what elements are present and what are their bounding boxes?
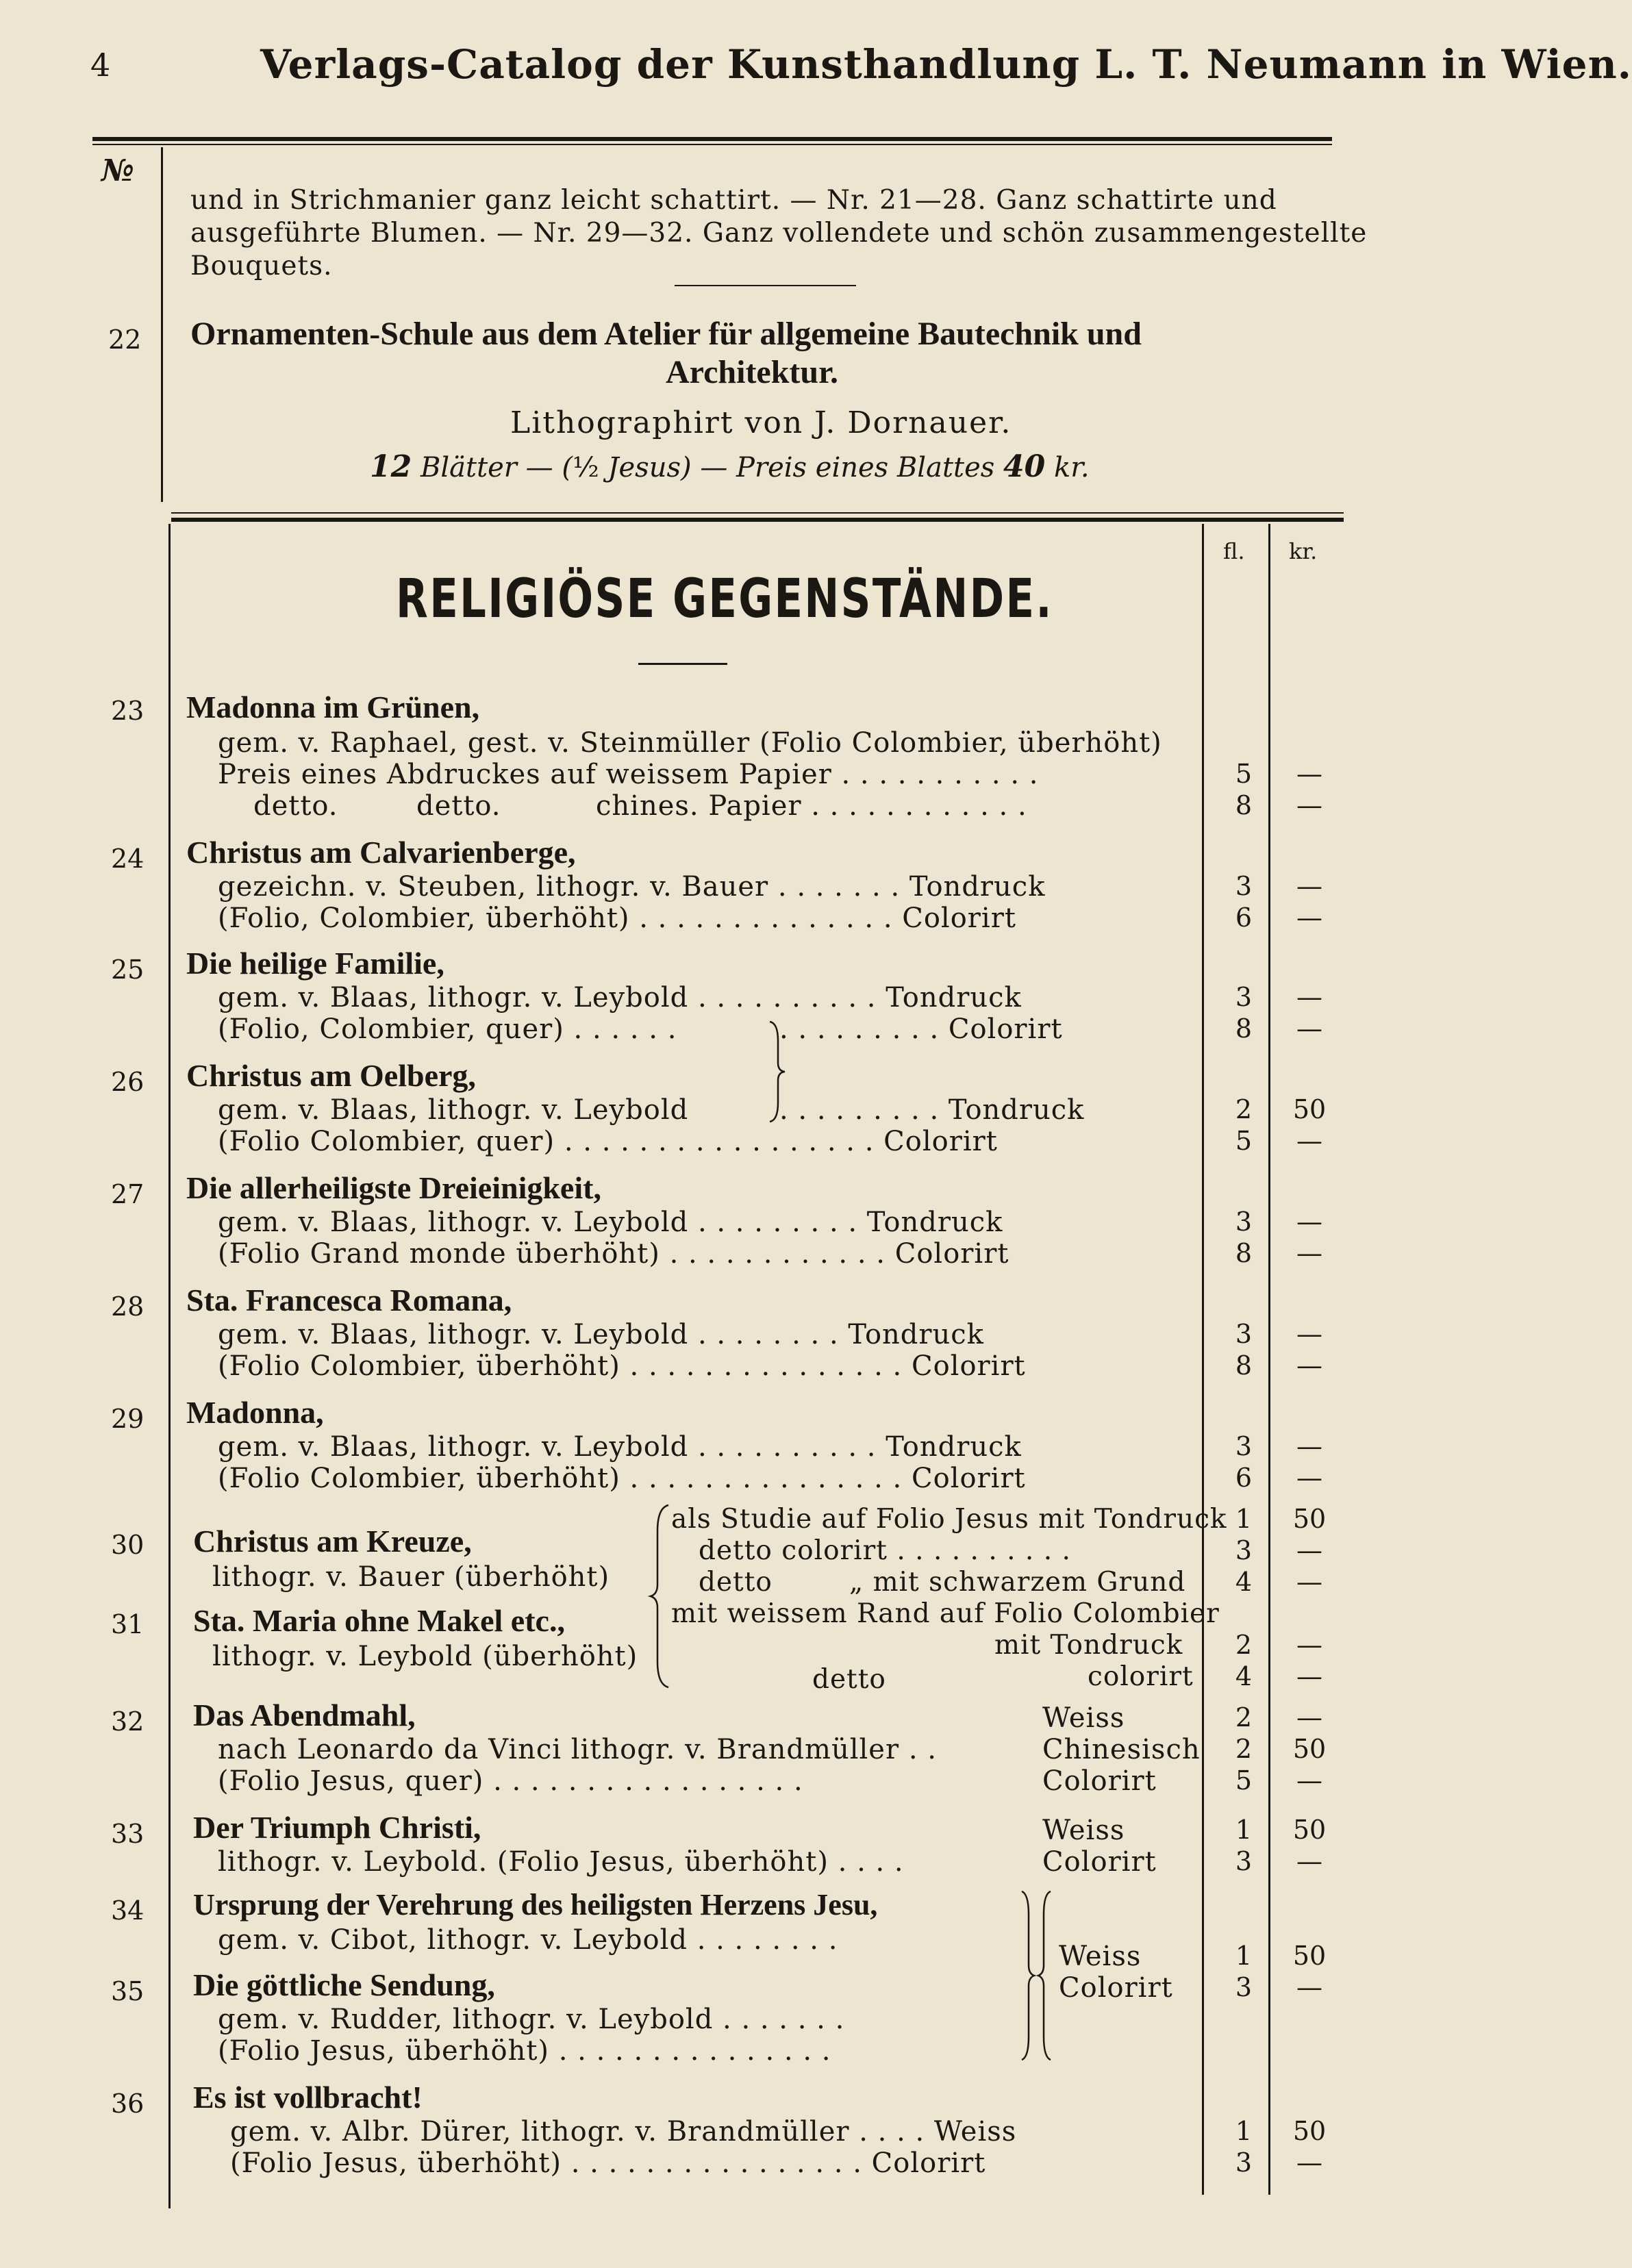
entry-detail: gem. v. Albr. Dürer, lithogr. v. Brandmüller . . . . Weiss: [230, 2116, 1017, 2147]
entry-detail: Chinesisch: [1042, 1734, 1201, 1765]
entry-number: 23: [111, 696, 145, 726]
entry-number: 27: [111, 1179, 145, 1209]
entry-detail: Weiss: [1042, 1815, 1125, 1846]
price-fl: 3: [1235, 1207, 1253, 1237]
half-fraction: ½: [572, 452, 599, 483]
entry-detail: Preis eines Abdruckes auf weissem Papier . . . . . . . . . . .: [218, 759, 1039, 790]
entry-detail: (Folio Grand monde überhöht) . . . . . . . . . . . . Colorirt: [218, 1238, 1009, 1270]
price-fl: 8: [1235, 1013, 1253, 1044]
entry-number: 33: [111, 1819, 145, 1849]
price-kr: —: [1296, 903, 1322, 933]
price-fl: 8: [1235, 1350, 1253, 1381]
entry-detail: Weiss: [1042, 1702, 1125, 1734]
entry-detail: gezeichn. v. Steuben, lithogr. v. Bauer . . . . . . . Tondruck: [218, 871, 1046, 903]
page-number: 4: [90, 47, 111, 84]
entry-detail: detto colorirt . . . . . . . . . .: [699, 1535, 1071, 1566]
column-header-fl: fl.: [1223, 538, 1245, 564]
price-fl: 3: [1235, 1972, 1253, 2002]
price-kr: —: [1296, 1431, 1322, 1461]
price-kr: 50: [1292, 1504, 1327, 1534]
price-kr: —: [1296, 1238, 1322, 1268]
entry-detail: mit weissem Rand auf Folio Colombier: [671, 1598, 1220, 1629]
price-fl: 1: [1235, 2116, 1253, 2146]
entry-detail: gem. v. Raphael, gest. v. Steinmüller (Folio Colombier, überhöht): [218, 727, 1162, 759]
price-per-sheet: 40: [1003, 449, 1046, 484]
entry-number: 30: [111, 1530, 145, 1560]
section-rule-thick: [171, 518, 1344, 522]
running-title: Verlags-Catalog der Kunsthandlung L. T. Neumann in Wien.: [260, 41, 1632, 88]
header-rule-thin: [92, 144, 1332, 145]
entry-title: Madonna im Grünen,: [186, 690, 480, 724]
entry-number: 29: [111, 1404, 145, 1434]
number-column-divider-top: [161, 147, 163, 502]
price-kr: —: [1296, 1630, 1322, 1660]
entry-detail: (Folio Colombier, überhöht) . . . . . . . . . . . . . . . Colorirt: [218, 1350, 1026, 1382]
entry-title: Madonna,: [186, 1395, 324, 1430]
price-kr: —: [1296, 1846, 1322, 1876]
entry-title: Die heilige Familie,: [186, 946, 444, 981]
entry-title: Die allerheiligste Dreieinigkeit,: [186, 1170, 601, 1205]
entry-title: Der Triumph Christi,: [193, 1810, 481, 1845]
entry-number: 25: [111, 955, 145, 985]
price-kr: 50: [1292, 1094, 1327, 1124]
entry-author: Lithographirt von J. Dornauer.: [510, 405, 1012, 440]
entry-number: 32: [111, 1706, 145, 1737]
entry-detail: lithogr. v. Leybold. (Folio Jesus, überhöht) . . . .: [218, 1846, 904, 1878]
price-kr: 50: [1292, 2116, 1327, 2146]
entry-detail: Colorirt: [1059, 1972, 1173, 2004]
price-fl: 6: [1235, 903, 1253, 933]
entry-title: Sta. Francesca Romana,: [186, 1283, 512, 1318]
entry-detail: detto.: [253, 790, 338, 822]
entry-number: 24: [111, 844, 145, 874]
price-fl: 8: [1235, 790, 1253, 820]
column-header-kr: kr.: [1289, 538, 1318, 564]
entry-title: Christus am Calvarienberge,: [186, 835, 576, 870]
price-fl: 3: [1235, 1319, 1253, 1349]
price-kr: —: [1296, 1350, 1322, 1381]
entry-number: 28: [111, 1292, 145, 1322]
entry-detail: nach Leonardo da Vinci lithogr. v. Brandmüller . .: [218, 1734, 937, 1765]
entry-detail: lithogr. v. Leybold (überhöht): [212, 1641, 638, 1672]
section-title: RELIGIÖSE GEGENSTÄNDE.: [396, 568, 1053, 630]
entry-title: Das Abendmahl,: [193, 1698, 416, 1732]
price-fl: 8: [1235, 1238, 1253, 1268]
entry-detail: (Folio, Colombier, überhöht) . . . . . . . . . . . . . . Colorirt: [218, 903, 1016, 934]
price-kr: 50: [1292, 1815, 1327, 1845]
price-kr: —: [1296, 1765, 1322, 1796]
price-fl: 3: [1235, 1431, 1253, 1461]
entry-detail: als Studie auf Folio Jesus mit Tondruck: [671, 1504, 1227, 1535]
price-kr: —: [1296, 871, 1322, 901]
price-fl: 3: [1235, 871, 1253, 901]
section-rule-thin: [171, 512, 1344, 514]
carryover-line-3: Bouquets.: [190, 251, 333, 281]
price-fl: 2: [1235, 1734, 1253, 1764]
entry-detail: gem. v. Blaas, lithogr. v. Leybold: [218, 1094, 689, 1126]
price-kr: —: [1296, 1567, 1322, 1597]
entry-detail: gem. v. Cibot, lithogr. v. Leybold . . . . . . . .: [218, 1924, 838, 1956]
entry-detail: chines. Papier . . . . . . . . . . . .: [596, 790, 1027, 822]
entry-number: 22: [108, 325, 142, 355]
carryover-line-2: ausgeführte Blumen. — Nr. 29—32. Ganz vollendete und schön zusammengestellte: [190, 218, 1368, 249]
price-kr: —: [1296, 759, 1322, 789]
header-rule-thick: [92, 137, 1332, 141]
price-kr: —: [1296, 2147, 1322, 2178]
price-fl: 3: [1235, 2147, 1253, 2178]
price-fl: 4: [1235, 1661, 1253, 1691]
entry-title: Es ist vollbracht!: [193, 2080, 423, 2115]
price-kr: —: [1296, 1972, 1322, 2002]
price-kr: —: [1296, 1126, 1322, 1156]
price-fl: 1: [1235, 1941, 1253, 1971]
entry-title: Ursprung der Verehrung des heiligsten Herzens Jesu,: [193, 1888, 878, 1922]
price-kr: —: [1296, 790, 1322, 820]
entry-detail: gem. v. Blaas, lithogr. v. Leybold . . . . . . . . . . Tondruck: [218, 982, 1022, 1013]
entry-detail: gem. v. Blaas, lithogr. v. Leybold . . . . . . . . Tondruck: [218, 1319, 984, 1350]
entry-detail: Colorirt: [1042, 1765, 1157, 1797]
jesus-preis-text: Jesus) — Preis eines Blattes: [607, 452, 995, 483]
entry-detail: Colorirt: [1042, 1846, 1157, 1878]
entry-number: 34: [111, 1895, 145, 1926]
entry-detail: (Folio Jesus, überhöht) . . . . . . . . . . . . . . . . Colorirt: [230, 2147, 986, 2179]
price-fl: 3: [1235, 1846, 1253, 1876]
entry-detail: detto.: [416, 790, 501, 822]
price-kr: —: [1296, 982, 1322, 1012]
entry-number: 31: [111, 1609, 145, 1639]
price-fl: 2: [1235, 1094, 1253, 1124]
price-fl: 3: [1235, 1535, 1253, 1565]
price-fl: 5: [1235, 759, 1253, 789]
entry-detail: gem. v. Blaas, lithogr. v. Leybold . . . . . . . . . Tondruck: [218, 1207, 1003, 1238]
brace-34-35-right: [1037, 1890, 1053, 2061]
price-fl: 5: [1235, 1126, 1253, 1156]
entry-detail: gem. v. Rudder, lithogr. v. Leybold . . . . . . .: [218, 2004, 845, 2035]
number-column-divider: [168, 524, 171, 2208]
entry-detail: (Folio, Colombier, quer) . . . . . .: [218, 1013, 677, 1045]
blaetter-count: 12: [370, 449, 412, 484]
section-title-underline: [638, 663, 727, 665]
entry-detail: . . . . . . . . . Colorirt: [779, 1013, 1063, 1045]
entry-detail: Weiss: [1059, 1941, 1142, 1972]
entry-detail: detto: [699, 1567, 773, 1598]
price-kr: —: [1296, 1702, 1322, 1732]
entry-detail: mit Tondruck: [994, 1630, 1183, 1661]
price-fl: 1: [1235, 1504, 1253, 1534]
fl-column-divider: [1202, 524, 1204, 2195]
price-kr: —: [1296, 1661, 1322, 1691]
entry-detail: (Folio Colombier, überhöht) . . . . . . . . . . . . . . . Colorirt: [218, 1463, 1026, 1494]
kreuzer-unit: kr.: [1053, 452, 1090, 483]
entry-title: Ornamenten-Schule aus dem Atelier für allgemeine Bautechnik und: [190, 316, 1142, 352]
price-kr: 50: [1292, 1941, 1327, 1971]
entry-detail: (Folio Jesus, überhöht) . . . . . . . . . . . . . . .: [218, 2035, 831, 2067]
price-fl: 5: [1235, 1765, 1253, 1796]
price-fl: 4: [1235, 1567, 1253, 1597]
price-kr: —: [1296, 1463, 1322, 1493]
kr-column-divider: [1268, 524, 1270, 2195]
carryover-end-rule: [675, 285, 856, 286]
price-kr: —: [1296, 1013, 1322, 1044]
price-fl: 2: [1235, 1630, 1253, 1660]
entry-title: Christus am Kreuze,: [193, 1524, 472, 1559]
entry-number: 35: [111, 1976, 145, 2006]
blaetter-text: Blätter — (: [420, 452, 573, 483]
entry-detail: (Folio Colombier, quer) . . . . . . . . . . . . . . . . . Colorirt: [218, 1126, 998, 1157]
entry-detail: gem. v. Blaas, lithogr. v. Leybold . . . . . . . . . . Tondruck: [218, 1431, 1022, 1463]
entry-title: Sta. Maria ohne Makel etc.,: [193, 1603, 565, 1638]
entry-title: Christus am Oelberg,: [186, 1058, 476, 1093]
brace-30-31: [648, 1504, 671, 1689]
entry-detail: „ mit schwarzem Grund: [849, 1567, 1186, 1598]
entry-number: 26: [111, 1067, 145, 1097]
price-kr: —: [1296, 1535, 1322, 1565]
price-kr: —: [1296, 1207, 1322, 1237]
entry-price-line: [370, 449, 1090, 484]
entry-title: Die göttliche Sendung,: [193, 1967, 495, 2002]
entry-detail: detto: [812, 1664, 886, 1695]
entry-detail: (Folio Jesus, quer) . . . . . . . . . . . . . . . . .: [218, 1765, 803, 1797]
price-kr: —: [1296, 1319, 1322, 1349]
carryover-line-1: und in Strichmanier ganz leicht schattirt. — Nr. 21—28. Ganz schattirte und: [190, 185, 1277, 216]
price-fl: 6: [1235, 1463, 1253, 1493]
brace-34-35-left: [1020, 1890, 1037, 2061]
entry-detail: lithogr. v. Bauer (überhöht): [212, 1561, 610, 1593]
entry-detail: colorirt: [1088, 1661, 1194, 1692]
price-fl: 3: [1235, 982, 1253, 1012]
entry-detail: . . . . . . . . . Tondruck: [779, 1094, 1085, 1126]
price-fl: 2: [1235, 1702, 1253, 1732]
entry-title-line2: Architektur.: [666, 354, 838, 390]
price-kr: 50: [1292, 1734, 1327, 1764]
number-column-label: №: [101, 153, 134, 188]
price-fl: 1: [1235, 1815, 1253, 1845]
entry-number: 36: [111, 2089, 145, 2119]
